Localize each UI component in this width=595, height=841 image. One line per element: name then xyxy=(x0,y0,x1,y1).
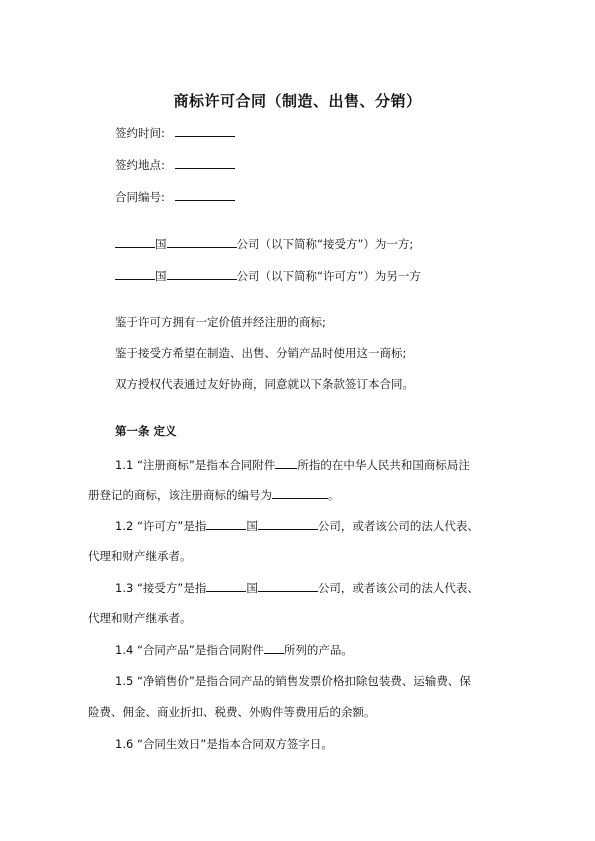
recital-3: 双方授权代表通过友好协商，同意就以下条款签订本合同。 xyxy=(115,377,414,391)
licensor-company-blank[interactable] xyxy=(167,268,237,280)
contract-number-blank[interactable] xyxy=(175,189,235,201)
clause-1-2-line2: 代理和财产继承者。 xyxy=(88,549,192,563)
clause-1-4-text-b: 所列的产品。 xyxy=(283,643,353,657)
recital-1: 鉴于许可方拥有一定价值并经注册的商标; xyxy=(115,315,326,329)
clause-1-2-text-b: 国 xyxy=(246,519,258,533)
sign-date-row xyxy=(115,125,235,140)
clause-1-3-line2: 代理和财产继承者。 xyxy=(88,611,192,625)
sign-place-row xyxy=(115,157,235,172)
licensee-country-blank[interactable] xyxy=(115,236,155,248)
clause-1-2-text-a: 1.2 “许可方”是指 xyxy=(115,519,207,533)
party-licensee-row xyxy=(115,236,413,251)
clause-1-4 xyxy=(115,642,353,657)
clause-1-1-text-a: 1.1 “注册商标”是指本合同附件 xyxy=(115,458,276,472)
clause-1-3-text-c: 公司，或者该公司的法人代表、 xyxy=(317,581,479,595)
clause-1-3-text-b: 国 xyxy=(246,581,258,595)
clause-1-1-text-c: 册登记的商标，该注册商标的编号为 xyxy=(88,488,272,502)
clause-1-1-line2 xyxy=(88,487,340,502)
licensor-country-blank[interactable] xyxy=(115,268,155,280)
clause-1-2-text-c: 公司，或者该公司的法人代表、 xyxy=(317,519,479,533)
clause-1-3-country-blank[interactable] xyxy=(206,580,246,592)
sign-date-label: 签约时间: xyxy=(115,126,165,140)
licensee-company-blank[interactable] xyxy=(167,236,237,248)
document-title: 商标许可合同（制造、出售、分销） xyxy=(173,92,422,110)
clause-1-1-annex-blank[interactable] xyxy=(275,457,297,469)
sign-place-label: 签约地点: xyxy=(115,158,165,172)
licensor-country-suffix: 国 xyxy=(155,269,167,283)
clause-1-4-text-a: 1.4 “合同产品”是指合同附件 xyxy=(115,643,264,657)
sign-date-blank[interactable] xyxy=(175,125,235,137)
contract-number-row xyxy=(115,189,235,204)
licensor-company-text: 公司（以下简称“许可方”）为另一方 xyxy=(236,269,421,283)
clause-1-2-country-blank[interactable] xyxy=(206,518,246,530)
clause-1-6: 1.6 “合同生效日”是指本合同双方签字日。 xyxy=(115,737,333,751)
recital-2: 鉴于接受方希望在制造、出售、分销产品时使用这一商标; xyxy=(115,346,407,360)
clause-1-1-line1 xyxy=(115,457,470,472)
clause-1-1-text-d: 。 xyxy=(328,488,340,502)
clause-1-3-company-blank[interactable] xyxy=(258,580,318,592)
clause-1-2-line1 xyxy=(115,518,479,533)
clause-1-2-company-blank[interactable] xyxy=(258,518,318,530)
licensee-country-suffix: 国 xyxy=(155,237,167,251)
clause-1-5-line2: 险费、佣金、商业折扣、税费、外购件等费用后的余额。 xyxy=(88,705,376,719)
clause-1-1-text-b: 所指的在中华人民共和国商标局注 xyxy=(297,458,470,472)
clause-1-5-line1: 1.5 “净销售价”是指合同产品的销售发票价格扣除包装费、运输费、保 xyxy=(115,674,471,688)
party-licensor-row xyxy=(115,268,421,283)
clause-1-1-number-blank[interactable] xyxy=(272,487,328,499)
clause-1-3-line1 xyxy=(115,580,479,595)
contract-number-label: 合同编号: xyxy=(115,190,165,204)
article1-heading: 第一条 定义 xyxy=(115,424,177,438)
clause-1-3-text-a: 1.3 “接受方”是指 xyxy=(115,581,207,595)
licensee-company-text: 公司（以下简称“接受方”）为一方; xyxy=(236,237,414,251)
sign-place-blank[interactable] xyxy=(175,157,235,169)
clause-1-4-annex-blank[interactable] xyxy=(264,642,284,654)
